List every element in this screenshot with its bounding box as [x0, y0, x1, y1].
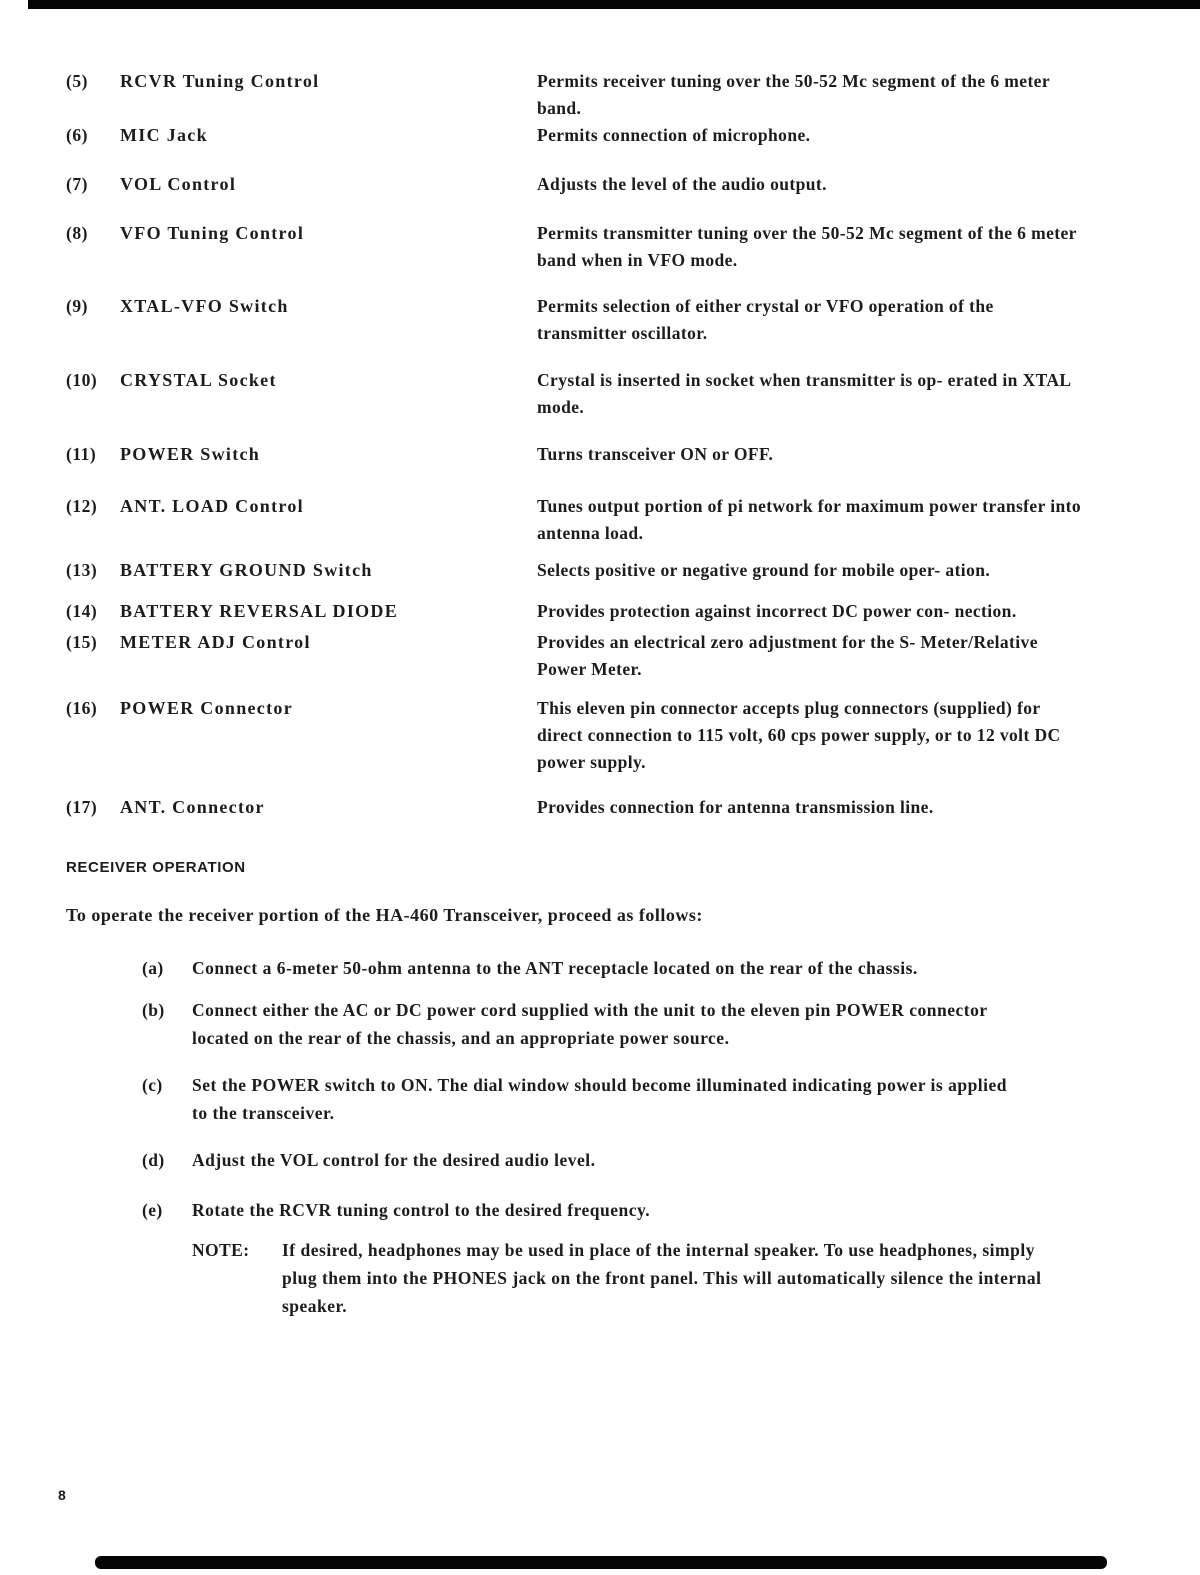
- control-number: (11): [66, 444, 97, 464]
- control-item: [66, 171, 1160, 198]
- control-label: RCVR Tuning Control: [120, 71, 320, 91]
- control-number: (14): [66, 601, 98, 621]
- section-intro: To operate the receiver portion of the HA-460 Transceiver, proceed as follows:: [66, 905, 703, 925]
- procedure-step: [142, 954, 1160, 982]
- step-letter: (b): [142, 1000, 165, 1020]
- control-label: CRYSTAL Socket: [120, 370, 277, 390]
- procedure-step: [142, 1071, 1160, 1127]
- control-label: VOL Control: [120, 174, 237, 194]
- control-item: [66, 629, 1160, 683]
- control-item: [66, 293, 1160, 347]
- control-description: Selects positive or negative ground for mobile oper- ation.: [537, 560, 991, 580]
- controls-list: [66, 68, 1160, 821]
- scan-artifact-top-bar: [28, 0, 1200, 9]
- step-letter: (c): [142, 1075, 163, 1095]
- control-description: Provides an electrical zero adjustment for the S- Meter/Relative Power Meter.: [537, 632, 1038, 679]
- control-description: Permits selection of either crystal or VFO operation of the transmitter oscillator.: [537, 296, 994, 343]
- control-description: Permits receiver tuning over the 50-52 Mc segment of the 6 meter band.: [537, 71, 1050, 118]
- control-item: [66, 598, 1160, 625]
- control-item: [66, 557, 1160, 584]
- procedure-step: [142, 1196, 1160, 1224]
- control-label: POWER Connector: [120, 698, 293, 718]
- step-text: Set the POWER switch to ON. The dial window should become illuminated indicating power is applied to the transceiver.: [192, 1075, 1008, 1123]
- control-number: (9): [66, 296, 88, 316]
- step-text: Connect either the AC or DC power cord supplied with the unit to the eleven pin POWER connector located on the rear of the chassis, and an appropriate power source.: [192, 1000, 988, 1048]
- step-letter: (a): [142, 958, 164, 978]
- control-label: ANT. LOAD Control: [120, 496, 304, 516]
- control-item: [66, 68, 1160, 122]
- control-item: [66, 695, 1160, 776]
- control-number: (6): [66, 125, 88, 145]
- control-label: XTAL-VFO Switch: [120, 296, 289, 316]
- step-text: Adjust the VOL control for the desired audio level.: [192, 1150, 596, 1170]
- receiver-operation-section: [66, 859, 1160, 1320]
- control-item: [66, 367, 1160, 421]
- control-description: Adjusts the level of the audio output.: [537, 174, 827, 194]
- procedure-step: [142, 1146, 1160, 1174]
- step-text: Rotate the RCVR tuning control to the desired frequency.: [192, 1200, 651, 1220]
- control-item: [66, 441, 1160, 468]
- control-label: BATTERY GROUND Switch: [120, 560, 373, 580]
- control-label: METER ADJ Control: [120, 632, 311, 652]
- control-description: This eleven pin connector accepts plug connectors (supplied) for direct connection to 115 volt, 60 cps power supply, or to 12 volt DC power supply.: [537, 698, 1061, 772]
- control-number: (16): [66, 698, 98, 718]
- control-number: (15): [66, 632, 98, 652]
- control-description: Provides connection for antenna transmission line.: [537, 797, 934, 817]
- control-item: [66, 220, 1160, 274]
- step-text: Connect a 6-meter 50-ohm antenna to the ANT receptacle located on the rear of the chassis.: [192, 958, 918, 978]
- control-label: POWER Switch: [120, 444, 261, 464]
- control-item: [66, 794, 1160, 821]
- control-number: (8): [66, 223, 88, 243]
- scan-artifact-bottom-bar: [95, 1556, 1107, 1569]
- control-number: (5): [66, 71, 88, 91]
- control-label: BATTERY REVERSAL DIODE: [120, 601, 399, 621]
- control-description: Tunes output portion of pi network for maximum power transfer into antenna load.: [537, 496, 1081, 543]
- step-letter: (e): [142, 1200, 163, 1220]
- note-block: [192, 1236, 1160, 1320]
- control-label: MIC Jack: [120, 125, 208, 145]
- control-description: Crystal is inserted in socket when transmitter is op- erated in XTAL mode.: [537, 370, 1071, 417]
- step-letter: (d): [142, 1150, 165, 1170]
- control-label: ANT. Connector: [120, 797, 265, 817]
- control-number: (17): [66, 797, 98, 817]
- control-description: Turns transceiver ON or OFF.: [537, 444, 774, 464]
- control-number: (12): [66, 496, 98, 516]
- control-description: Permits connection of microphone.: [537, 125, 811, 145]
- control-item: [66, 493, 1160, 547]
- control-number: (13): [66, 560, 98, 580]
- control-description: Provides protection against incorrect DC power con- nection.: [537, 601, 1017, 621]
- section-heading: RECEIVER OPERATION: [66, 859, 246, 876]
- control-number: (10): [66, 370, 98, 390]
- control-label: VFO Tuning Control: [120, 223, 305, 243]
- note-text: If desired, headphones may be used in place of the internal speaker. To use headphones, simply plug them into the PHONES jack on the front panel. This will automatically silence the internal speaker.: [282, 1240, 1042, 1316]
- procedure-step: [142, 996, 1160, 1052]
- note-label: NOTE:: [192, 1240, 250, 1260]
- control-item: [66, 122, 1160, 149]
- control-description: Permits transmitter tuning over the 50-52 Mc segment of the 6 meter band when in VFO mode.: [537, 223, 1077, 270]
- page-number: 8: [58, 1487, 66, 1503]
- control-number: (7): [66, 174, 88, 194]
